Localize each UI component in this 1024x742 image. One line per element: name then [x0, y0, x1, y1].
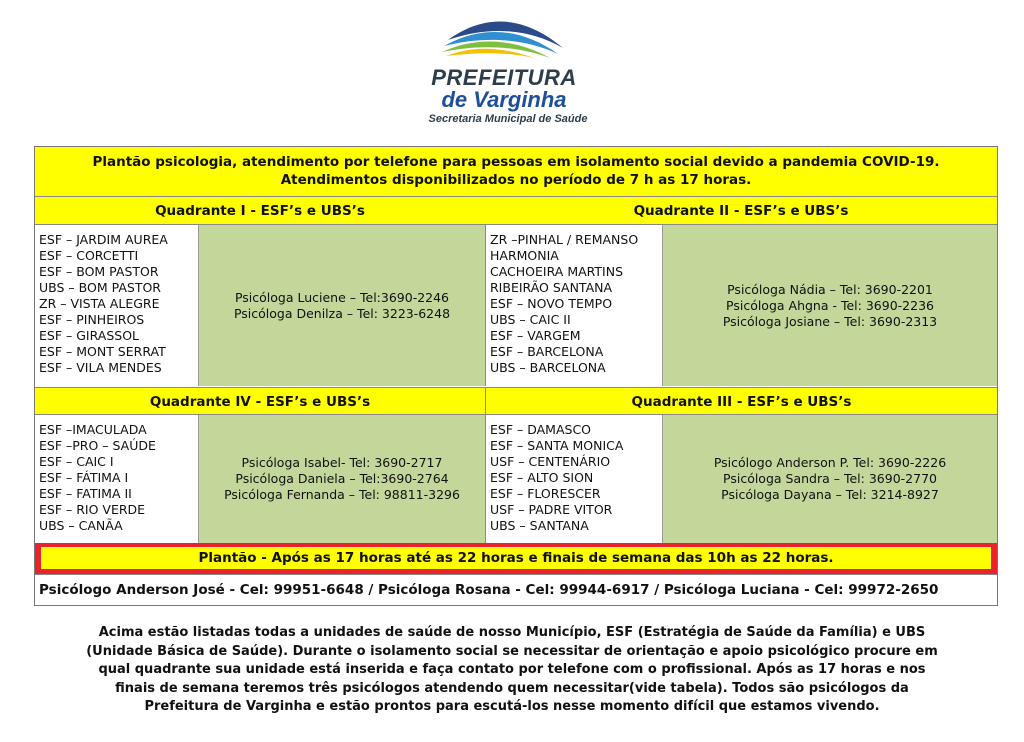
list-item: ESF – BOM PASTOR — [39, 264, 159, 279]
quadrant-3-units — [485, 415, 663, 543]
contact-line: Psicóloga Nádia – Tel: 3690-2201 — [727, 281, 933, 297]
contact-line: Psicóloga Daniela – Tel:3690-2764 — [235, 471, 449, 486]
list-item: UBS – CANÃA — [39, 518, 123, 533]
quadrant-4-header: Quadrante IV - ESF’s e UBS’s — [35, 387, 485, 415]
quadrant-4-contacts — [199, 415, 485, 543]
footer-note — [80, 624, 944, 717]
list-item: ESF –IMACULADA — [39, 422, 147, 437]
contact-line: Psicóloga Dayana – Tel: 3214-8927 — [721, 487, 939, 502]
quadrant-2-header: Quadrante II - ESF’s e UBS’s — [485, 197, 997, 225]
quadrant-1-units — [35, 225, 199, 386]
logo-swoosh-icon — [438, 10, 568, 58]
banner — [35, 147, 997, 197]
list-item: ZR –PINHAL / REMANSO — [490, 232, 639, 247]
list-item: HARMONIA — [490, 248, 559, 263]
logo-title: PREFEITURA — [431, 65, 577, 90]
contact-line: Psicóloga Fernanda – Tel: 98811-3296 — [224, 487, 460, 502]
list-item: ESF – SANTA MONICA — [490, 438, 624, 453]
list-item: ESF – VILA MENDES — [39, 360, 162, 375]
logo-department: Secretaria Municipal de Saúde — [428, 113, 588, 125]
list-item: USF – PADRE VITOR — [490, 502, 613, 517]
logo-subtitle: de Varginha — [441, 87, 567, 112]
list-item: UBS – SANTANA — [490, 518, 589, 533]
contact-line: Psicóloga Ahgna - Tel: 3690-2236 — [726, 297, 934, 313]
footer-line: Acima estão listadas todas a unidades de saúde de nosso Município, ESF (Estratégia de Saúde da Família) e UBS — [98, 625, 926, 640]
list-item: ESF – FATIMA II — [39, 486, 132, 501]
list-item: ESF – VARGEM — [490, 328, 581, 343]
contact-line: Psicóloga Isabel- Tel: 3690-2717 — [241, 455, 443, 470]
quadrant-1-contacts — [199, 225, 485, 386]
list-item: ZR – VISTA ALEGRE — [39, 296, 160, 311]
list-item: ESF – FÁTIMA I — [39, 470, 129, 485]
quadrant-2-contacts — [663, 225, 997, 386]
prefeitura-logo — [388, 10, 628, 125]
contact-line: Psicóloga Luciene – Tel:3690-2246 — [234, 289, 450, 305]
list-item: UBS – BARCELONA — [490, 360, 606, 375]
contact-line: Psicólogo Anderson P. Tel: 3690-2226 — [713, 455, 947, 470]
plantao-contacts: Psicólogo Anderson José - Cel: 99951-6648 / Psicóloga Rosana - Cel: 99944-6917 / Psicóloga Luciana - Cel: 99972-2650 — [35, 575, 997, 605]
quadrant-1-header: Quadrante I - ESF’s e UBS’s — [35, 197, 485, 225]
quadrant-4-units — [35, 415, 199, 543]
contact-line: Psicóloga Denilza – Tel: 3223-6248 — [233, 305, 451, 321]
footer-line: finais de semana teremos três psicólogos atendendo quem necessitar(vide tabela). Todos são psicólogos da — [115, 680, 909, 696]
list-item: ESF – CORCETTI — [39, 248, 139, 263]
quadrant-2-units — [485, 225, 663, 386]
schedule-table — [34, 146, 998, 606]
banner-line-2: Atendimentos disponibilizados no período de 7 h as 17 horas. — [280, 172, 752, 188]
list-item: ESF – RIO VERDE — [39, 502, 146, 517]
list-item: ESF – ALTO SION — [490, 470, 594, 485]
contact-line: Psicóloga Josiane – Tel: 3690-2313 — [722, 313, 938, 329]
list-item: ESF – JARDIM AUREA — [39, 232, 168, 247]
footer-line: (Unidade Básica de Saúde). Durante o isolamento social se necessitar de orientação e apoio psicológico procure em — [86, 643, 938, 659]
list-item: ESF – BARCELONA — [490, 344, 604, 359]
footer-line: Prefeitura de Varginha e estão prontos para escutá-los nesse momento difícil que estamos vivendo. — [144, 699, 880, 714]
list-item: ESF – DAMASCO — [490, 422, 592, 437]
footer-line: qual quadrante sua unidade está inserida e faça contato por telefone com o profissional. Após as 17 horas e nos — [98, 662, 926, 677]
list-item: UBS – CAIC II — [490, 312, 571, 327]
list-item: ESF – GIRASSOL — [39, 328, 139, 343]
contact-line: Psicóloga Sandra – Tel: 3690-2770 — [723, 471, 937, 486]
quadrant-3-header: Quadrante III - ESF’s e UBS’s — [485, 387, 997, 415]
quadrant-3-contacts — [663, 415, 997, 543]
plantao-text: Plantão - Após as 17 horas até as 22 horas e finais de semana das 10h as 22 horas. — [41, 547, 991, 569]
list-item: ESF –PRO – SAÚDE — [39, 438, 156, 453]
banner-line-1: Plantão psicologia, atendimento por telefone para pessoas em isolamento social devido a pandemia COVID-19. — [92, 154, 940, 170]
list-item: ESF – FLORESCER — [490, 486, 601, 501]
list-item: CACHOEIRA MARTINS — [490, 264, 624, 279]
list-item: ESF – MONT SERRAT — [39, 344, 166, 359]
list-item: ESF – NOVO TEMPO — [490, 296, 613, 311]
list-item: UBS – BOM PASTOR — [39, 280, 161, 295]
list-item: ESF – CAIC I — [39, 454, 114, 469]
list-item: ESF – PINHEIROS — [39, 312, 145, 327]
list-item: RIBEIRÃO SANTANA — [490, 280, 613, 295]
plantao-bar — [35, 543, 997, 575]
list-item: USF – CENTENÁRIO — [490, 454, 611, 469]
